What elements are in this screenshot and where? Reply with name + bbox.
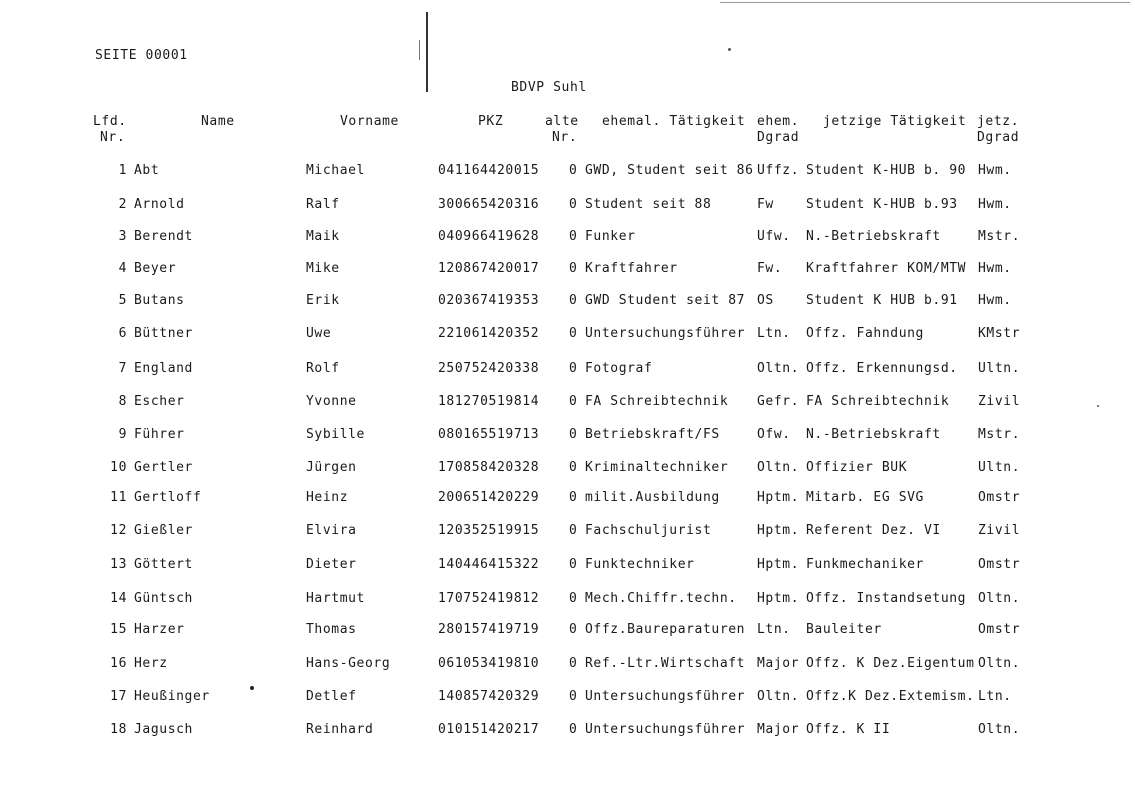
col-header-name: Name — [201, 114, 235, 129]
row-alte-nr: 0 — [569, 460, 578, 475]
row-ehemal-taetigkeit: Untersuchungsführer — [585, 689, 746, 704]
row-jetz-dgrad: KMstr — [978, 326, 1021, 341]
row-nr: 14 — [110, 591, 127, 606]
col-header-jetz-dgrad: jetz. Dgrad — [977, 114, 1020, 145]
row-alte-nr: 0 — [569, 163, 578, 178]
row-pkz: 020367419353 — [438, 293, 540, 308]
row-ehemal-taetigkeit: Student seit 88 — [585, 197, 712, 212]
row-nr: 6 — [118, 326, 127, 341]
row-pkz: 170858420328 — [438, 460, 540, 475]
row-jetz-dgrad: Zivil — [978, 394, 1021, 409]
row-nr: 9 — [118, 427, 127, 442]
row-jetz-dgrad: Ltn. — [978, 689, 1012, 704]
row-pkz: 280157419719 — [438, 622, 540, 637]
scan-speck — [728, 48, 731, 51]
row-nr: 5 — [118, 293, 127, 308]
row-ehemal-taetigkeit: GWD Student seit 87 — [585, 293, 746, 308]
row-ehemal-taetigkeit: Fotograf — [585, 361, 653, 376]
row-pkz: 140446415322 — [438, 557, 540, 572]
row-jetz-dgrad: Zivil — [978, 523, 1021, 538]
row-ehem-dgrad: Hptm. — [757, 591, 800, 606]
row-vorname: Detlef — [306, 689, 357, 704]
row-vorname: Hartmut — [306, 591, 365, 606]
row-jetzige-taetigkeit: Mitarb. EG SVG — [806, 490, 924, 505]
row-nr: 16 — [110, 656, 127, 671]
row-name: Büttner — [134, 326, 193, 341]
row-nr: 13 — [110, 557, 127, 572]
row-ehemal-taetigkeit: Kraftfahrer — [585, 261, 678, 276]
row-jetzige-taetigkeit: Offz. Erkennungsd. — [806, 361, 958, 376]
row-jetzige-taetigkeit: Student K-HUB b.93 — [806, 197, 958, 212]
scan-speck — [250, 686, 254, 690]
row-alte-nr: 0 — [569, 722, 578, 737]
row-name: Escher — [134, 394, 185, 409]
row-nr: 1 — [118, 163, 127, 178]
row-vorname: Michael — [306, 163, 365, 178]
row-jetzige-taetigkeit: Offz. Instandsetung — [806, 591, 967, 606]
row-vorname: Sybille — [306, 427, 365, 442]
row-name: Herz — [134, 656, 168, 671]
row-jetzige-taetigkeit: Referent Dez. VI — [806, 523, 941, 538]
row-vorname: Rolf — [306, 361, 340, 376]
row-alte-nr: 0 — [569, 394, 578, 409]
row-jetz-dgrad: Omstr — [978, 622, 1021, 637]
row-alte-nr: 0 — [569, 293, 578, 308]
row-alte-nr: 0 — [569, 229, 578, 244]
row-pkz: 170752419812 — [438, 591, 540, 606]
row-jetz-dgrad: Oltn. — [978, 591, 1021, 606]
row-pkz: 010151420217 — [438, 722, 540, 737]
row-alte-nr: 0 — [569, 361, 578, 376]
row-jetzige-taetigkeit: Offz. Fahndung — [806, 326, 924, 341]
row-ehemal-taetigkeit: Betriebskraft/FS — [585, 427, 720, 442]
row-jetz-dgrad: Ultn. — [978, 361, 1021, 376]
row-ehem-dgrad: Uffz. — [757, 163, 800, 178]
row-ehemal-taetigkeit: Funker — [585, 229, 636, 244]
row-nr: 12 — [110, 523, 127, 538]
row-pkz: 120352519915 — [438, 523, 540, 538]
row-name: Harzer — [134, 622, 185, 637]
row-jetzige-taetigkeit: Kraftfahrer KOM/MTW — [806, 261, 967, 276]
scan-top-rule — [720, 2, 1130, 3]
row-pkz: 080165519713 — [438, 427, 540, 442]
row-nr: 11 — [110, 490, 127, 505]
row-jetz-dgrad: Hwm. — [978, 197, 1012, 212]
row-ehem-dgrad: Oltn. — [757, 361, 800, 376]
row-jetz-dgrad: Hwm. — [978, 261, 1012, 276]
row-jetzige-taetigkeit: Funkmechaniker — [806, 557, 924, 572]
page-label: SEITE 00001 — [95, 48, 188, 63]
row-name: Gießler — [134, 523, 193, 538]
row-pkz: 200651420229 — [438, 490, 540, 505]
row-ehemal-taetigkeit: Funktechniker — [585, 557, 695, 572]
row-ehem-dgrad: Hptm. — [757, 557, 800, 572]
row-vorname: Maik — [306, 229, 340, 244]
row-name: Güntsch — [134, 591, 193, 606]
row-ehem-dgrad: Major — [757, 656, 800, 671]
row-ehem-dgrad: Ofw. — [757, 427, 791, 442]
row-jetz-dgrad: Mstr. — [978, 427, 1021, 442]
row-ehem-dgrad: Oltn. — [757, 460, 800, 475]
row-ehem-dgrad: Gefr. — [757, 394, 800, 409]
row-alte-nr: 0 — [569, 490, 578, 505]
row-alte-nr: 0 — [569, 557, 578, 572]
row-ehem-dgrad: Ufw. — [757, 229, 791, 244]
row-alte-nr: 0 — [569, 689, 578, 704]
row-jetzige-taetigkeit: Offz. K Dez.Eigentum — [806, 656, 975, 671]
row-jetzige-taetigkeit: Student K HUB b.91 — [806, 293, 958, 308]
row-vorname: Yvonne — [306, 394, 357, 409]
row-nr: 2 — [118, 197, 127, 212]
row-ehemal-taetigkeit: Ref.-Ltr.Wirtschaft — [585, 656, 746, 671]
row-vorname: Reinhard — [306, 722, 374, 737]
row-jetz-dgrad: Omstr — [978, 557, 1021, 572]
row-pkz: 041164420015 — [438, 163, 540, 178]
row-name: Führer — [134, 427, 185, 442]
row-nr: 7 — [118, 361, 127, 376]
row-jetz-dgrad: Hwm. — [978, 163, 1012, 178]
row-ehem-dgrad: Oltn. — [757, 689, 800, 704]
row-name: Arnold — [134, 197, 185, 212]
row-name: Beyer — [134, 261, 177, 276]
row-ehemal-taetigkeit: Untersuchungsführer — [585, 326, 746, 341]
row-alte-nr: 0 — [569, 197, 578, 212]
scan-speck — [1097, 405, 1099, 407]
row-jetz-dgrad: Oltn. — [978, 656, 1021, 671]
row-name: Jagusch — [134, 722, 193, 737]
row-ehemal-taetigkeit: Kriminaltechniker — [585, 460, 729, 475]
row-ehem-dgrad: Ltn. — [757, 622, 791, 637]
row-jetzige-taetigkeit: FA Schreibtechnik — [806, 394, 950, 409]
row-jetzige-taetigkeit: N.-Betriebskraft — [806, 427, 941, 442]
row-vorname: Dieter — [306, 557, 357, 572]
col-header-pkz: PKZ — [478, 114, 504, 129]
row-vorname: Thomas — [306, 622, 357, 637]
row-alte-nr: 0 — [569, 523, 578, 538]
row-vorname: Jürgen — [306, 460, 357, 475]
row-jetzige-taetigkeit: N.-Betriebskraft — [806, 229, 941, 244]
row-jetz-dgrad: Oltn. — [978, 722, 1021, 737]
row-ehemal-taetigkeit: FA Schreibtechnik — [585, 394, 729, 409]
row-vorname: Hans-Georg — [306, 656, 391, 671]
row-jetzige-taetigkeit: Offz. K II — [806, 722, 891, 737]
col-header-ehem-dgrad: ehem. Dgrad — [757, 114, 800, 145]
row-pkz: 120867420017 — [438, 261, 540, 276]
row-vorname: Ralf — [306, 197, 340, 212]
row-ehemal-taetigkeit: Offz.Baureparaturen — [585, 622, 746, 637]
row-ehem-dgrad: Hptm. — [757, 523, 800, 538]
row-jetzige-taetigkeit: Offizier BUK — [806, 460, 908, 475]
row-jetzige-taetigkeit: Student K-HUB b. 90 — [806, 163, 967, 178]
row-nr: 4 — [118, 261, 127, 276]
row-nr: 8 — [118, 394, 127, 409]
row-jetzige-taetigkeit: Bauleiter — [806, 622, 882, 637]
scan-line-mark — [419, 40, 420, 60]
col-header-jetzige-taetigkeit: jetzige Tätigkeit — [823, 114, 967, 129]
row-vorname: Uwe — [306, 326, 332, 341]
row-name: Gertloff — [134, 490, 202, 505]
row-name: Berendt — [134, 229, 193, 244]
row-vorname: Erik — [306, 293, 340, 308]
office-title: BDVP Suhl — [511, 80, 587, 95]
scan-line-mark — [426, 12, 428, 92]
row-ehem-dgrad: Fw. — [757, 261, 783, 276]
row-pkz: 181270519814 — [438, 394, 540, 409]
row-nr: 3 — [118, 229, 127, 244]
row-ehem-dgrad: Hptm. — [757, 490, 800, 505]
row-alte-nr: 0 — [569, 622, 578, 637]
row-ehem-dgrad: Ltn. — [757, 326, 791, 341]
row-name: Göttert — [134, 557, 193, 572]
row-pkz: 221061420352 — [438, 326, 540, 341]
row-jetz-dgrad: Mstr. — [978, 229, 1021, 244]
row-pkz: 061053419810 — [438, 656, 540, 671]
row-jetz-dgrad: Omstr — [978, 490, 1021, 505]
row-vorname: Heinz — [306, 490, 349, 505]
row-jetz-dgrad: Hwm. — [978, 293, 1012, 308]
row-alte-nr: 0 — [569, 591, 578, 606]
row-nr: 18 — [110, 722, 127, 737]
row-pkz: 250752420338 — [438, 361, 540, 376]
col-header-ehemal-taetigkeit: ehemal. Tätigkeit — [602, 114, 746, 129]
col-header-vorname: Vorname — [340, 114, 399, 129]
row-ehemal-taetigkeit: Mech.Chiffr.techn. — [585, 591, 737, 606]
row-pkz: 300665420316 — [438, 197, 540, 212]
row-jetzige-taetigkeit: Offz.K Dez.Extemism. — [806, 689, 975, 704]
row-alte-nr: 0 — [569, 656, 578, 671]
row-ehem-dgrad: Major — [757, 722, 800, 737]
row-pkz: 040966419628 — [438, 229, 540, 244]
row-ehemal-taetigkeit: Fachschuljurist — [585, 523, 712, 538]
row-name: Heußinger — [134, 689, 210, 704]
row-nr: 10 — [110, 460, 127, 475]
row-ehemal-taetigkeit: GWD, Student seit 86 — [585, 163, 754, 178]
row-vorname: Mike — [306, 261, 340, 276]
row-name: Butans — [134, 293, 185, 308]
row-alte-nr: 0 — [569, 261, 578, 276]
row-vorname: Elvira — [306, 523, 357, 538]
row-nr: 17 — [110, 689, 127, 704]
row-pkz: 140857420329 — [438, 689, 540, 704]
row-jetz-dgrad: Ultn. — [978, 460, 1021, 475]
row-alte-nr: 0 — [569, 326, 578, 341]
row-ehem-dgrad: Fw — [757, 197, 774, 212]
row-ehemal-taetigkeit: Untersuchungsführer — [585, 722, 746, 737]
col-header-nr: Lfd. Nr. — [93, 114, 127, 145]
col-header-alte-nr: alte Nr. — [545, 114, 579, 145]
row-ehemal-taetigkeit: milit.Ausbildung — [585, 490, 720, 505]
row-nr: 15 — [110, 622, 127, 637]
row-name: Abt — [134, 163, 160, 178]
row-name: England — [134, 361, 193, 376]
row-name: Gertler — [134, 460, 193, 475]
row-alte-nr: 0 — [569, 427, 578, 442]
row-ehem-dgrad: OS — [757, 293, 774, 308]
